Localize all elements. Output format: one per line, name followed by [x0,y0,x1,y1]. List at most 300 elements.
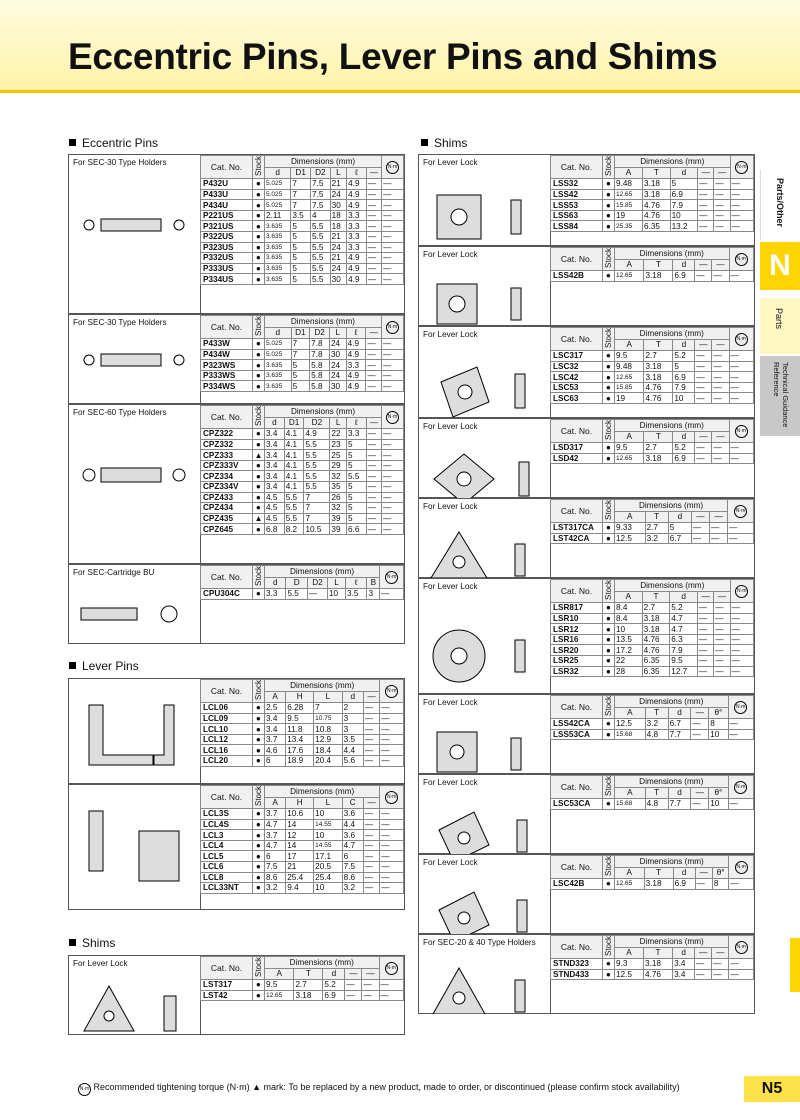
dimension-cell: 3.3 [347,231,367,242]
table-row[interactable] [551,799,754,810]
dimension-cell: 3 [342,724,363,735]
stock-header: Stock [253,786,265,809]
dimension-cell: 5 [346,492,366,503]
cat-no-cell: LSC317 [551,351,603,362]
table-row[interactable] [551,393,754,404]
part-drawing [69,971,199,1035]
dimension-cell: 6.9 [673,453,695,464]
dimension-cell: 6.6 [346,524,366,535]
block-caption: For Lever Lock [73,959,128,968]
dimension-cell: 3.4 [265,713,286,724]
torque-header [379,957,403,980]
table-row[interactable] [551,719,754,730]
dimension-cell: — [382,503,404,514]
torque-header [382,156,404,179]
dimension-cell: — [363,755,380,766]
block-caption: For Lever Lock [423,778,478,787]
dimension-cell: 4.8 [645,799,668,810]
cat-no-cell: LSC32 [551,361,603,372]
spec-table [550,775,754,810]
torque-header [380,680,404,703]
dimension-cell: — [380,840,404,851]
table-row[interactable] [551,624,754,635]
stock-cell: ● [253,745,265,756]
dimension-cell: — [366,524,381,535]
dim-col-header: — [712,947,729,959]
table-row[interactable] [201,179,404,190]
dimension-cell: 8 [709,719,728,730]
table-row[interactable] [551,729,754,740]
table-row[interactable] [201,745,404,756]
table-row[interactable] [201,861,404,872]
dim-col-header: T [645,511,668,523]
dimension-cell: — [730,179,753,190]
dimension-cell: 5.5 [304,471,330,482]
dimension-cell: 7.5 [310,200,330,211]
part-drawing [69,170,199,314]
parts-block-r4 [418,418,755,498]
part-drawing [419,950,549,1014]
dim-col-header: A [265,968,294,980]
stock-header: Stock [603,580,615,603]
dim-col-header: D [286,577,307,589]
torque-header [380,566,404,589]
dimension-cell: 4.9 [347,179,367,190]
table-row[interactable] [551,351,754,362]
dim-col-header: T [644,259,673,271]
table-row[interactable] [201,830,404,841]
dim-col-header: C [342,797,363,809]
dimension-cell: — [729,879,754,890]
stock-cell: ● [603,624,615,635]
dimension-cell: — [380,755,404,766]
table-row[interactable] [201,231,404,242]
torque-header [728,500,754,523]
dim-col-header: d [265,327,292,339]
table-row[interactable] [201,370,404,381]
dimension-cell: 5.025 [265,179,291,190]
cat-no-cell: LSR12 [551,624,603,635]
dimension-cell: — [380,872,404,883]
dimension-cell: 3.7 [265,809,286,820]
parts-block-r8 [418,774,755,854]
dimension-cell: — [714,210,730,221]
dimension-cell: 3.4 [265,460,285,471]
dimension-cell: — [695,351,712,362]
dimension-cell: — [366,179,381,190]
dimension-cell: 5 [291,381,310,392]
drawing-panel [69,956,201,1034]
dimension-cell: 3.18 [644,372,673,383]
stock-cell: ● [253,809,265,820]
dimension-cell: 2.7 [294,980,323,991]
stock-cell: ● [253,221,265,232]
table-row[interactable] [201,980,404,991]
dimension-cell: 12.65 [615,372,644,383]
block-caption: For SEC-60 Type Holders [73,408,167,417]
tab-parts-other[interactable]: Parts/Other [760,170,800,240]
table-row[interactable] [201,200,404,211]
dimension-cell: 5.2 [323,980,345,991]
parts-block-e3 [68,404,405,564]
table-row[interactable] [551,361,754,372]
dimension-cell: 14.55 [314,840,342,851]
dimension-cell: 5.5 [304,460,330,471]
spec-table [550,935,754,980]
table-row[interactable] [201,513,404,524]
dimension-cell: 5.2 [673,351,695,362]
cat-no-cell: P433W [201,339,253,350]
dim-col-header: ℓ [346,327,366,339]
table-row[interactable] [201,840,404,851]
dimension-cell: 4.1 [284,439,304,450]
dimension-cell: 7 [291,179,311,190]
dimension-cell: 4 [310,210,330,221]
spec-table [550,695,754,740]
drawing-panel [419,499,551,577]
dimension-cell: 6 [265,851,286,862]
dimension-cell: — [382,189,404,200]
dimension-cell: 5.5 [284,492,304,503]
dimension-cell: 3.635 [265,370,292,381]
stock-cell: ● [253,589,265,600]
dim-col-header: d [673,339,695,351]
dimension-cell: 15.85 [615,382,644,393]
dimension-cell: 12.5 [615,719,646,730]
torque-icon: N·m [735,861,748,874]
dimension-cell: 7.9 [670,645,698,656]
table-row[interactable] [201,492,404,503]
dimension-cell: 10 [670,210,698,221]
table-row[interactable] [551,271,754,282]
dimension-cell: — [380,861,404,872]
cat-no-cell: LSS42CA [551,719,603,730]
cat-no-header: Cat. No. [551,776,603,799]
dimension-cell: 6 [342,851,363,862]
table-row[interactable] [201,429,404,440]
dimension-cell: 18.4 [314,745,342,756]
table-row[interactable] [201,883,404,894]
stock-cell: ● [253,755,265,766]
dimension-cell: 10 [327,589,345,600]
table-row[interactable] [201,274,404,285]
dimension-cell: 3.18 [644,879,673,890]
table-row[interactable] [551,443,754,454]
table-row[interactable] [201,471,404,482]
table-row[interactable] [201,819,404,830]
cat-no-cell: LCL33NT [201,883,253,894]
dimension-cell: 4.1 [284,471,304,482]
table-row[interactable] [551,221,754,232]
dimension-cell: 3 [367,589,380,600]
table-row[interactable] [201,460,404,471]
table-row[interactable] [201,872,404,883]
spec-table [200,315,404,392]
table-row[interactable] [551,655,754,666]
cat-no-cell: LCL4 [201,840,253,851]
dim-col-header: ℓ [346,417,366,429]
cat-no-header: Cat. No. [201,566,253,589]
tab-parts[interactable]: Parts [760,298,800,354]
table-row[interactable] [201,524,404,535]
table-row[interactable] [551,210,754,221]
dimension-cell: 12.65 [615,879,645,890]
table-row[interactable] [551,453,754,464]
dimension-cell: 30 [329,381,346,392]
heading-shims-right: Shims [421,136,467,150]
cat-no-cell: P333US [201,263,253,274]
dimension-cell: 17.6 [286,745,314,756]
dimension-cell: — [382,460,404,471]
dimensions-header: Dimensions (mm) [615,580,731,592]
cat-no-cell: P333WS [201,370,253,381]
table-row[interactable] [201,450,404,461]
torque-icon: N·m [385,685,398,698]
dim-col-header: D2 [310,167,330,179]
dimension-cell: — [363,713,380,724]
dimension-cell: 4.76 [643,200,671,211]
dimension-cell: 5 [291,263,311,274]
table-row[interactable] [551,179,754,190]
dimension-cell: — [712,959,729,970]
part-drawing [69,420,199,564]
table-row[interactable] [201,210,404,221]
dimension-cell: — [695,372,712,383]
dim-col-header: — [366,417,381,429]
cat-no-cell: LCL06 [201,703,253,714]
table-row[interactable] [201,755,404,766]
tab-letter-n[interactable]: N [760,242,800,290]
heading-lever-pins: Lever Pins [69,659,139,673]
dimension-cell: 21 [330,253,347,264]
spec-table [200,565,404,600]
table-row[interactable] [201,713,404,724]
table-row[interactable] [551,879,754,890]
dimension-cell: 5.5 [286,589,307,600]
dimension-cell: — [366,349,381,360]
dimension-cell: — [697,634,713,645]
torque-header [729,420,753,443]
dimension-cell: 4.9 [347,189,367,200]
dimension-cell: — [381,349,403,360]
cat-no-header: Cat. No. [201,156,253,179]
dimension-cell: — [728,523,754,534]
dimension-cell: — [695,361,712,372]
dim-col-header: L [329,327,346,339]
cat-no-cell: LCL3S [201,809,253,820]
cat-no-header: Cat. No. [551,936,603,959]
torque-icon: N·m [735,161,748,174]
drawing-panel [419,327,551,417]
cat-no-header: Cat. No. [551,248,603,271]
torque-icon: N·m [735,333,748,346]
table-row[interactable] [201,381,404,392]
parts-block-r1 [418,154,755,246]
table-row[interactable] [201,809,404,820]
table-row[interactable] [201,503,404,514]
dimension-cell: 5.2 [670,603,698,614]
dimension-cell: — [730,613,753,624]
table-row[interactable] [201,703,404,714]
table-row[interactable] [201,253,404,264]
cat-no-cell: STND433 [551,969,603,980]
table-row[interactable] [201,990,404,1001]
dimension-cell: 39 [330,513,347,524]
table-row[interactable] [551,523,754,534]
table-row[interactable] [201,734,404,745]
block-caption: For Lever Lock [423,422,478,431]
cat-no-cell: P434W [201,349,253,360]
cat-no-cell: LCL8 [201,872,253,883]
parts-block-r3 [418,326,755,418]
dimension-cell: 4.6 [265,745,286,756]
dimension-cell: 3.4 [265,429,285,440]
dim-col-header: — [692,511,710,523]
table-row[interactable] [201,724,404,735]
cat-no-cell: LSR10 [551,613,603,624]
dimension-cell: 14.55 [314,819,342,830]
dimension-cell: 24 [329,370,346,381]
dimension-cell: 24 [330,242,347,253]
table-row[interactable] [201,263,404,274]
dimension-cell: 12 [286,830,314,841]
stock-cell: ● [603,645,615,656]
cat-no-cell: LCL09 [201,713,253,724]
cat-no-cell: LCL6 [201,861,253,872]
table-row[interactable] [201,189,404,200]
table-row[interactable] [201,221,404,232]
stock-cell: ● [253,339,265,350]
table-row[interactable] [201,589,404,600]
stock-cell: ● [253,503,265,514]
dim-col-header: — [366,167,381,179]
table-row[interactable] [201,851,404,862]
part-drawing [419,514,549,578]
table-row[interactable] [551,189,754,200]
stock-cell: ● [253,861,265,872]
dimension-cell: — [382,439,404,450]
dimension-cell: — [714,603,730,614]
dim-col-header: d [673,947,695,959]
torque-header [729,936,754,959]
dim-col-header: d [342,691,363,703]
table-row[interactable] [551,603,754,614]
dimension-cell: 10 [314,883,342,894]
dimension-cell: 19 [615,393,644,404]
dim-col-header: A [265,691,286,703]
dimension-cell: — [379,980,403,991]
dimension-cell: — [381,339,403,350]
table-row[interactable] [201,481,404,492]
dim-col-header: A [615,947,644,959]
dimension-cell: — [695,271,712,282]
dimension-cell: 3.635 [265,360,292,371]
table-row[interactable] [201,339,404,350]
torque-icon: N·m [734,505,747,518]
dimension-cell: 5.2 [673,443,695,454]
dimension-cell: 4.76 [644,393,673,404]
table-row[interactable] [551,634,754,645]
part-drawing [419,710,549,774]
dimension-cell: 4.7 [670,613,698,624]
dimension-cell: — [362,990,379,1001]
tab-technical[interactable]: Technical Guidance Reference [760,356,800,436]
table-row[interactable] [201,439,404,450]
dimension-cell: 7.5 [310,179,330,190]
table-row[interactable] [551,645,754,656]
dimension-cell: — [695,443,712,454]
dimension-cell: — [382,481,404,492]
table-row[interactable] [551,959,754,970]
dimension-cell: 24 [330,263,347,274]
dimension-cell: 7 [304,513,330,524]
table-row[interactable] [551,200,754,211]
dimension-cell: — [382,179,404,190]
dimension-cell: — [345,990,362,1001]
dimension-cell: 4.5 [265,492,285,503]
dimension-cell: 35 [330,481,347,492]
block-caption: For SEC-Cartridge BU [73,568,155,577]
dimension-cell: — [730,645,753,656]
stock-header: Stock [603,776,615,799]
stock-cell: ● [253,179,265,190]
dimension-cell: 30 [330,200,347,211]
table-row[interactable] [551,533,754,544]
table-row[interactable] [551,613,754,624]
table-row[interactable] [551,372,754,383]
dimension-cell: 6.7 [668,533,691,544]
dimension-cell: 5.5 [310,263,330,274]
parts-block-s0 [68,955,405,1035]
cat-no-cell: CPZ332 [201,439,253,450]
dimension-cell: 15.85 [615,200,643,211]
dimension-cell: — [366,439,381,450]
dim-col-header: D2 [310,327,330,339]
dimension-cell: 12.65 [615,189,643,200]
drawing-panel [419,695,551,773]
dimension-cell: — [366,481,381,492]
block-caption: For Lever Lock [423,330,478,339]
dimension-cell: — [714,645,730,656]
table-row[interactable] [201,360,404,371]
dimension-cell: — [730,200,753,211]
dimension-cell: 3.3 [346,360,366,371]
stock-cell: ● [603,393,615,404]
dimension-cell: 3.5 [291,210,311,221]
table-row[interactable] [551,382,754,393]
drawing-panel [69,565,201,643]
dimension-cell: — [366,381,381,392]
stock-cell: ● [253,851,265,862]
table-row[interactable] [551,969,754,980]
dimension-cell: — [380,809,404,820]
cat-no-cell: CPZ333V [201,460,253,471]
dimension-cell: 5 [291,242,311,253]
dimension-cell: — [380,819,404,830]
dimension-cell: 8.6 [342,872,363,883]
spec-table [550,155,754,232]
dimension-cell: 18 [330,210,347,221]
dimensions-header: Dimensions (mm) [265,566,380,578]
cat-no-cell: LSS53 [551,200,603,211]
table-row[interactable] [201,349,404,360]
dimension-cell: — [366,370,381,381]
stock-header: Stock [253,316,265,339]
table-row[interactable] [551,666,754,677]
table-row[interactable] [201,242,404,253]
dimension-cell: 10 [673,393,695,404]
dimension-cell: — [380,589,404,600]
